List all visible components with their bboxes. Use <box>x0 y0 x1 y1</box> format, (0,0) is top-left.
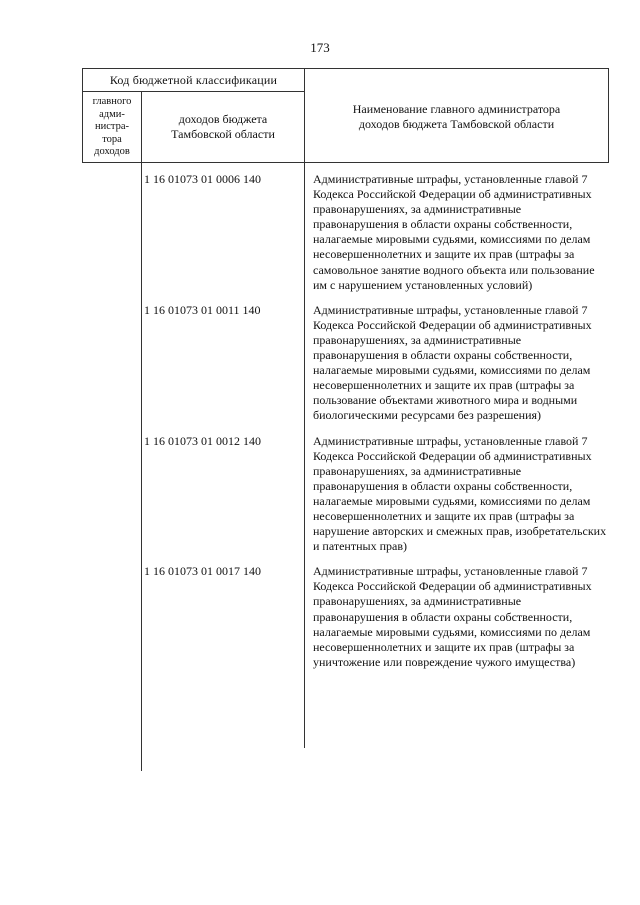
row-description: Административные штрафы, установленные главой 7 Кодекса Российской Федерации об административных правонарушениях, за административные правонарушения в области охраны собственности, налагаемые мировыми судьями, комиссиями по делам несовершеннолетних и защите их прав (штрафы за уничтожение или повреждение чужого имущества) <box>313 564 592 669</box>
row-income-code: 1 16 01073 01 0006 140 <box>144 172 261 186</box>
table-body <box>82 172 608 670</box>
budget-classification-table <box>82 68 608 768</box>
row-income-code: 1 16 01073 01 0011 140 <box>144 302 261 317</box>
row-admin-code <box>82 172 142 293</box>
table-row <box>82 303 608 424</box>
table-row <box>82 434 608 555</box>
table-right-border <box>608 68 609 163</box>
row-description: Административные штрафы, установленные главой 7 Кодекса Российской Федерации об административных правонарушениях, за административные правонарушения в области охраны собственности, налагаемые мировыми судьями, комиссиями по делам несовершеннолетних и защите их прав (штрафы за нарушение авторских и смежных прав, изобретательских и патентных прав) <box>313 433 607 554</box>
header-admin-line: адми- <box>99 108 125 120</box>
header-name-column <box>305 102 608 132</box>
table-top-border <box>82 68 608 69</box>
header-admin-line: нистра- <box>94 121 130 132</box>
header-code-group: Код бюджетной классификации <box>109 73 278 87</box>
table-row <box>82 564 608 670</box>
header-admin-column <box>83 96 141 159</box>
row-income-code: 1 16 01073 01 0017 140 <box>144 564 261 579</box>
header-income-line: Тамбовской области <box>171 127 275 141</box>
header-name-line: доходов бюджета Тамбовской области <box>358 117 555 131</box>
header-admin-line: доходов <box>94 146 130 157</box>
header-income-column <box>142 112 304 142</box>
row-description: Административные штрафы, установленные главой 7 Кодекса Российской Федерации об административных правонарушениях, за административные правонарушения в области охраны собственности, налагаемые мировыми судьями, комиссиями по делам несовершеннолетних и защите их прав (штрафы за пользование объектами животного мира и водными биологическими ресурсами без разрешения) <box>313 302 592 423</box>
header-name-line: Наименование главного администратора <box>352 102 561 116</box>
header-admin-line: тора <box>102 133 122 145</box>
row-income-code: 1 16 01073 01 0012 140 <box>144 433 261 448</box>
row-admin-code <box>82 564 142 670</box>
header-group-divider <box>82 91 304 92</box>
header-bottom-border <box>82 162 608 163</box>
row-description: Административные штрафы, установленные главой 7 Кодекса Российской Федерации об административных правонарушениях, за административные правонарушения в области охраны собственности, налагаемые мировыми судьями, комиссиями по делам несовершеннолетних и защите их прав (штрафы за самовольное занятие водного объекта или пользование им с нарушением установленных условий) <box>313 172 595 292</box>
header-admin-line: главного <box>92 96 132 107</box>
row-admin-code <box>82 303 142 424</box>
header-income-line: доходов бюджета <box>178 112 268 126</box>
page-number: 173 <box>310 40 330 55</box>
row-admin-code <box>82 434 142 555</box>
table-row <box>82 172 608 293</box>
